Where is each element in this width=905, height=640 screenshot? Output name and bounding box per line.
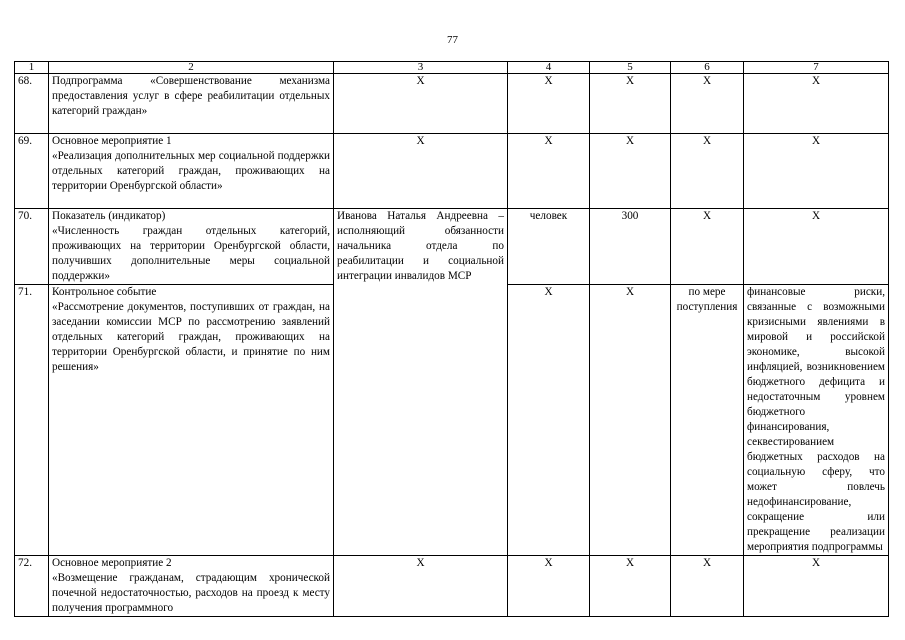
row-number: 70.	[15, 209, 49, 285]
value-cell: X	[590, 74, 671, 134]
responsible-cell: X	[334, 556, 508, 617]
table-row	[15, 209, 889, 285]
row-text: «Реализация дополнительных мер социальной поддержки отдельных категорий граждан, проживающих на территории Оренбургской области»	[52, 150, 330, 192]
responsible-cell: X	[334, 74, 508, 134]
risk-cell: финансовые риски, связанные с возможными кризисными явлениями в мировой и российской экономике, высокой инфляцией, возникновением бюджетного дефицита и недостаточным уровнем бюджетного финансирования, секвестированием бюджетных расходов на социальную сферу, что может повлечь недофинансирование, сокращение или прекращение реализации мероприятия подпрограммы	[744, 285, 889, 556]
column-header: 2	[49, 62, 334, 74]
row-text: «Возмещение гражданам, страдающим хронической почечной недостаточностью, расходов на проезд к месту получения программного	[52, 572, 330, 614]
column-header: 1	[15, 62, 49, 74]
column-header: 3	[334, 62, 508, 74]
row-title: Контрольное событие	[52, 286, 157, 298]
row-number: 68.	[15, 74, 49, 134]
unit-cell: X	[508, 74, 590, 134]
risk-cell: X	[744, 209, 889, 285]
unit-cell: X	[508, 285, 590, 556]
row-description	[49, 74, 334, 134]
column-header: 5	[590, 62, 671, 74]
column-header: 4	[508, 62, 590, 74]
row-title: Основное мероприятие 2	[52, 557, 172, 569]
value-cell: X	[590, 556, 671, 617]
risk-cell: X	[744, 556, 889, 617]
row-text: «Численность граждан отдельных категорий, проживающих на территории Оренбургской области, получивших дополнительные меры социальной поддержки»	[52, 225, 330, 282]
table-row	[15, 134, 889, 209]
row-text: Подпрограмма «Совершенствование механизма предоставления услуг в сфере реабилитации отдельных категорий граждан»	[52, 75, 330, 117]
row-number: 72.	[15, 556, 49, 617]
row-description	[49, 134, 334, 209]
deadline-cell: X	[671, 209, 744, 285]
row-text: «Рассмотрение документов, поступивших от граждан, на заседании комиссии МСР по рассмотрению заявлений отдельных категорий граждан, проживающих на территории Оренбургской области, и принятие по ним решения»	[52, 301, 330, 373]
value-cell: X	[590, 134, 671, 209]
row-number: 69.	[15, 134, 49, 209]
column-header: 6	[671, 62, 744, 74]
column-number-row	[15, 62, 889, 74]
row-title: Показатель (индикатор)	[52, 210, 166, 222]
column-header: 7	[744, 62, 889, 74]
deadline-cell: X	[671, 134, 744, 209]
row-description	[49, 209, 334, 285]
row-description	[49, 285, 334, 556]
row-title: Основное мероприятие 1	[52, 135, 172, 147]
deadline-cell: по мере поступления	[671, 285, 744, 556]
row-number: 71.	[15, 285, 49, 556]
risk-cell: X	[744, 74, 889, 134]
row-description	[49, 556, 334, 617]
responsible-cell: X	[334, 134, 508, 209]
unit-cell: X	[508, 556, 590, 617]
risk-cell: X	[744, 134, 889, 209]
activities-table	[14, 61, 889, 617]
value-cell: 300	[590, 209, 671, 285]
unit-cell: X	[508, 134, 590, 209]
table-row	[15, 556, 889, 617]
unit-cell: человек	[508, 209, 590, 285]
table-row	[15, 74, 889, 134]
deadline-cell: X	[671, 556, 744, 617]
responsible-cell: Иванова Наталья Андреевна – исполняющий обязанности начальника отдела по реабилитации и социальной интеграции инвалидов МСР	[334, 209, 508, 556]
value-cell: X	[590, 285, 671, 556]
page-number: 77	[447, 34, 458, 46]
deadline-cell: X	[671, 74, 744, 134]
